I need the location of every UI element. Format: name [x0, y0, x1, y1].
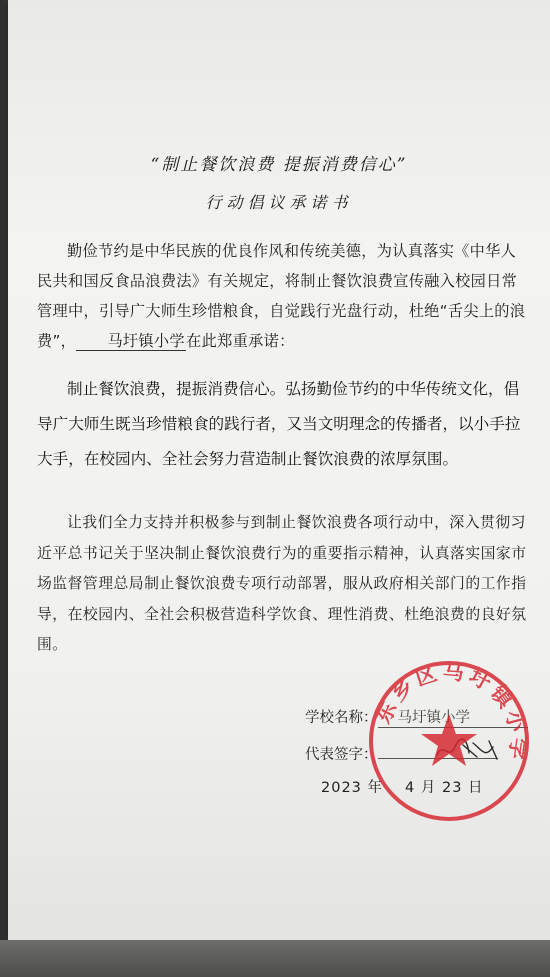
- stamp-text: 东乡区马圩镇小学: [370, 659, 531, 765]
- representative-label: 代表签字：: [305, 747, 378, 763]
- date-year-unit: 年: [367, 780, 384, 796]
- document-title: “制止餐饮浪费 提振消费信心”: [150, 155, 408, 175]
- document-subtitle: 行动倡议承诺书: [205, 193, 353, 212]
- date-day-unit: 日: [468, 780, 484, 796]
- date-day: 23: [441, 780, 463, 796]
- paragraph-call-to-action: 让我们全力支持并积极参与到制止餐饮浪费各项行动中，深入贯彻习近平总书记关于坚决制止餐饮浪费行为的重要指示精神，认真落实国家市场监督管理总局制止餐饮浪费专项行动部署，服从政府相关部门的工作指导，在校园内、全社会积极营造科学饮食、理性消费、杜绝浪费的良好氛围。: [37, 514, 527, 653]
- school-name-label: 学校名称：: [305, 710, 378, 726]
- paragraph-intro: [37, 236, 527, 356]
- paragraph-commitment: 制止餐饮浪费，提振消费信心。弘扬勤俭节约的中华传统文化，倡导广大师生既当珍惜粮食的践行者，又当文明理念的传播者，以小手拉大手，在校园内、全社会努力营造制止餐饮浪费的浓厚氛围。: [37, 380, 521, 468]
- school-name-blank: 马圩镇小学: [76, 332, 186, 351]
- date-month-unit: 月: [420, 780, 437, 796]
- date-month: 4: [405, 780, 416, 796]
- official-seal-stamp: [364, 656, 534, 826]
- school-name-value: 马圩镇小学: [378, 706, 528, 728]
- paragraph-intro-tail: 在此郑重承诺：: [186, 332, 295, 350]
- date-year: 2023: [321, 780, 362, 796]
- paragraph-intro-text: 勤俭节约是中华民族的优良作风和传统美德，为认真落实《中华人民共和国反食品浪费法》有关规定，将制止餐饮浪费宣传融入校园日常管理中，引导广大师生珍惜粮食，自觉践行光盘行动，杜绝“舌尖上的浪费”，: [37, 242, 526, 350]
- paper-sheet: [8, 0, 550, 948]
- photo-bottom-edge: [0, 940, 550, 977]
